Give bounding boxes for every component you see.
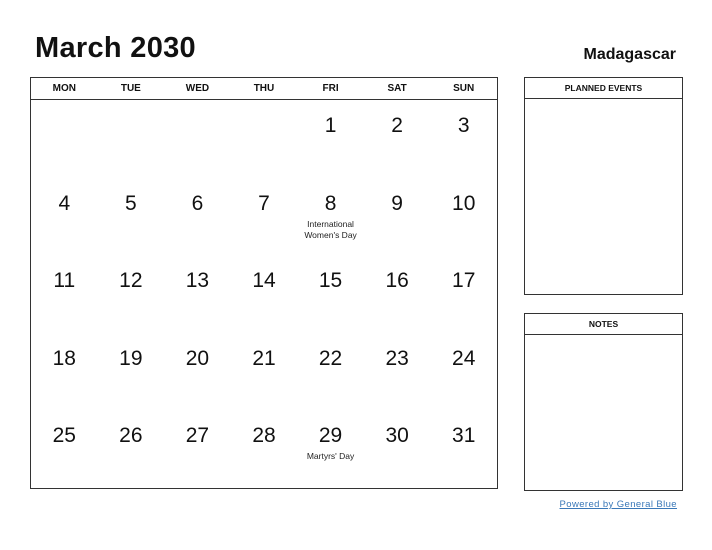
- day-cell: [364, 178, 431, 256]
- month-calendar: [30, 77, 498, 489]
- day-cell: [98, 410, 165, 488]
- day-cell: [364, 410, 431, 488]
- day-number: 31: [452, 424, 476, 448]
- day-cell: [31, 100, 98, 178]
- day-cell: [164, 178, 231, 256]
- day-cell: [430, 410, 497, 488]
- day-number: 9: [391, 191, 403, 215]
- day-number: 23: [385, 346, 409, 370]
- day-number: 16: [385, 269, 409, 293]
- day-number: 7: [258, 191, 270, 215]
- day-number: 18: [52, 346, 76, 370]
- day-cell: [231, 255, 298, 333]
- day-cell: [31, 410, 98, 488]
- notes-panel[interactable]: [524, 313, 683, 491]
- day-cell: [364, 255, 431, 333]
- day-number: 30: [385, 424, 409, 448]
- day-cell: [31, 255, 98, 333]
- weekday-sun: SUN: [453, 83, 475, 94]
- day-number: 2: [391, 114, 403, 137]
- day-number: 5: [125, 191, 137, 215]
- day-number: 6: [191, 191, 204, 215]
- day-cell: [297, 100, 364, 178]
- day-number: 20: [185, 346, 210, 370]
- day-cell: [31, 333, 98, 411]
- day-number: 22: [318, 346, 343, 370]
- powered-by-link[interactable]: Powered by General Blue: [559, 499, 677, 510]
- day-cell: [297, 255, 364, 333]
- day-cell: [98, 100, 165, 178]
- day-cell: [297, 410, 364, 488]
- day-cell: [297, 333, 364, 411]
- page-title: March 2030: [35, 32, 196, 64]
- day-number: 26: [119, 424, 143, 448]
- day-number: 14: [252, 269, 276, 293]
- day-cell: [430, 333, 497, 411]
- day-cell: [297, 178, 364, 256]
- day-number: 4: [58, 191, 71, 215]
- day-cell: [98, 178, 165, 256]
- notes-heading: NOTES: [525, 314, 682, 335]
- day-cell: [31, 178, 98, 256]
- planned-events-panel[interactable]: [524, 77, 683, 295]
- day-number: 28: [252, 424, 276, 448]
- day-number: 12: [119, 269, 143, 293]
- weekday-mon: MON: [52, 83, 76, 94]
- day-cell: [164, 100, 231, 178]
- day-number: 24: [452, 346, 476, 370]
- day-number: 15: [318, 269, 343, 293]
- calendar-grid: [31, 100, 497, 488]
- day-number: 25: [52, 424, 76, 448]
- day-cell: [231, 100, 298, 178]
- day-number: 11: [53, 269, 76, 293]
- country-label: Madagascar: [583, 46, 676, 63]
- day-number: 21: [252, 346, 276, 370]
- day-cell: [364, 100, 431, 178]
- day-cell: [164, 410, 231, 488]
- weekday-tue: TUE: [120, 83, 141, 94]
- day-number: 27: [185, 424, 210, 448]
- weekday-sat: SAT: [387, 83, 407, 94]
- weekday-header: [31, 78, 497, 100]
- day-cell: [98, 255, 165, 333]
- day-cell: [430, 178, 497, 256]
- day-number: 29: [318, 424, 343, 448]
- holiday-label: Martyrs' Day: [306, 451, 355, 462]
- day-number: 19: [119, 346, 143, 370]
- day-number: 17: [452, 269, 476, 293]
- holiday-label: International Women's Day: [304, 218, 357, 240]
- day-cell: [231, 410, 298, 488]
- day-number: 13: [185, 269, 210, 293]
- day-cell: [231, 333, 298, 411]
- planned-events-heading: PLANNED EVENTS: [525, 78, 682, 99]
- day-number: 8: [324, 191, 337, 215]
- weekday-wed: WED: [185, 83, 210, 94]
- day-cell: [364, 333, 431, 411]
- weekday-fri: FRI: [322, 83, 339, 94]
- day-number: 10: [452, 191, 476, 215]
- day-cell: [430, 255, 497, 333]
- day-number: 1: [324, 114, 337, 137]
- day-cell: [164, 255, 231, 333]
- weekday-thu: THU: [253, 83, 275, 94]
- day-number: 3: [457, 114, 470, 137]
- day-cell: [430, 100, 497, 178]
- day-cell: [98, 333, 165, 411]
- day-cell: [164, 333, 231, 411]
- day-cell: [231, 178, 298, 256]
